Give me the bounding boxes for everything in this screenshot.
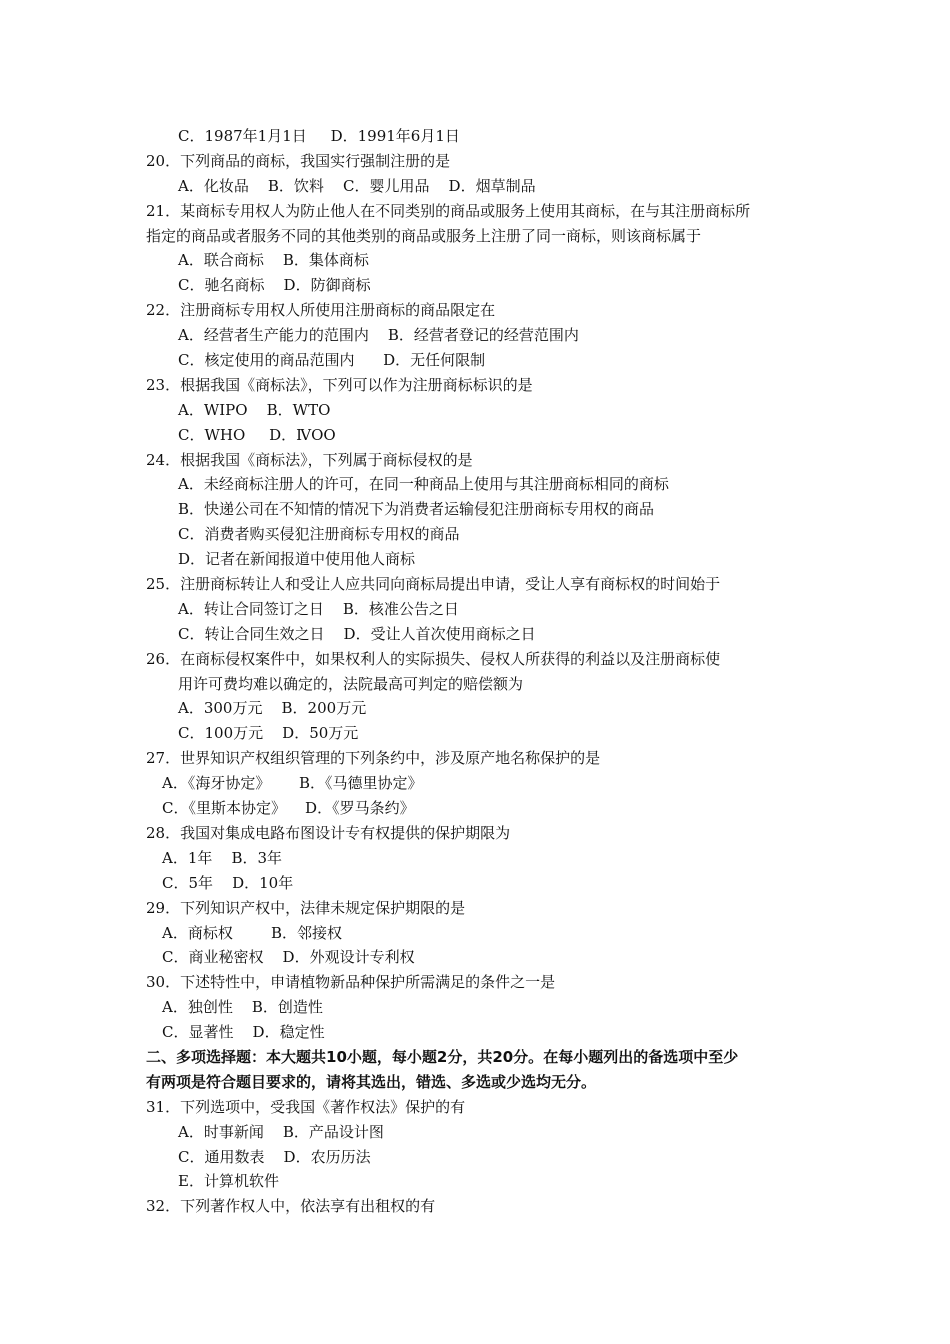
question-line: 26．在商标侵权案件中，如果权利人的实际损失、侵权人所获得的利益以及注册商标使	[146, 649, 721, 668]
question-line: 20．下列商品的商标，我国实行强制注册的是	[146, 151, 451, 170]
option-line: C．通用数表 D．农历历法	[178, 1147, 371, 1166]
option-line: A．未经商标注册人的许可，在同一种商品上使用与其注册商标相同的商标	[178, 475, 669, 494]
option-line: A．时事新闻 B．产品设计图	[178, 1122, 384, 1141]
question-line: 25．注册商标转让人和受让人应共同向商标局提出申请，受让人享有商标权的时间始于	[146, 575, 721, 594]
question-line: 31．下列选项中，受我国《著作权法》保护的有	[146, 1097, 466, 1116]
option-line: A．WIPO B．WTO	[178, 400, 331, 419]
question-line: 指定的商品或者服务不同的其他类别的商品或服务上注册了同一商标，则该商标属于	[146, 226, 702, 245]
option-line: E．计算机软件	[178, 1172, 279, 1191]
question-line: 23．根据我国《商标法》，下列可以作为注册商标标识的是	[146, 375, 533, 394]
option-line: C．转让合同生效之日 D．受让人首次使用商标之日	[178, 624, 536, 643]
question-line: 27．世界知识产权组织管理的下列条约中，涉及原产地名称保护的是	[146, 749, 601, 768]
option-line: C．《里斯本协定》 D．《罗马条约》	[162, 799, 415, 818]
question-line: 24．根据我国《商标法》，下列属于商标侵权的是	[146, 450, 473, 469]
question-continuation: 用许可费均难以确定的，法院最高可判定的赔偿额为	[178, 674, 524, 693]
option-line: A．经营者生产能力的范围内 B．经营者登记的经营范围内	[178, 326, 579, 345]
option-line: C．核定使用的商品范围内 D．无任何限制	[178, 351, 486, 370]
question-line: 28．我国对集成电路布图设计专有权提供的保护期限为	[146, 823, 511, 842]
section-heading: 有两项是符合题目要求的，请将其选出，错选、多选或少选均无分。	[146, 1072, 597, 1091]
option-line: A．300万元 B．200万元	[178, 699, 367, 718]
option-line: C．驰名商标 D．防御商标	[178, 276, 371, 295]
section-heading: 二、多项选择题：本大题共10小题，每小题2分，共20分。在每小题列出的备选项中至少	[146, 1047, 739, 1066]
option-line: A．转让合同签订之日 B．核准公告之日	[178, 599, 459, 618]
option-line: D．记者在新闻报道中使用他人商标	[178, 550, 416, 569]
question-line: 30．下述特性中，申请植物新品种保护所需满足的条件之一是	[146, 973, 556, 992]
option-line: C．WHO D．ⅣOO	[178, 425, 336, 444]
option-line: A．《海牙协定》 B．《马德里协定》	[162, 774, 423, 793]
option-line: A．联合商标 B．集体商标	[178, 251, 369, 270]
question-line: 29．下列知识产权中，法律未规定保护期限的是	[146, 898, 466, 917]
option-line: A．商标权 B．邻接权	[162, 923, 343, 942]
option-line: A．独创性 B．创造性	[162, 998, 323, 1017]
question-line: 22．注册商标专用权人所使用注册商标的商品限定在	[146, 301, 496, 320]
option-line: C．5年 D．10年	[162, 873, 294, 892]
option-line: B．快递公司在不知情的情况下为消费者运输侵犯注册商标专用权的商品	[178, 500, 655, 519]
exam-content	[146, 124, 826, 1219]
option-line: C．显著性 D．稳定性	[162, 1023, 325, 1042]
option-line: C．商业秘密权 D．外观设计专利权	[162, 948, 415, 967]
option-line: A．1年 B．3年	[162, 848, 283, 867]
question-line: 21．某商标专用权人为防止他人在不同类别的商品或服务上使用其商标，在与其注册商标所	[146, 201, 751, 220]
option-line: A．化妆品 B．饮料 C．婴儿用品 D．烟草制品	[178, 176, 536, 195]
option-line: C．100万元 D．50万元	[178, 724, 359, 743]
option-line: C．1987年1月1日 D．1991年6月1日	[178, 127, 460, 145]
question-line: 32．下列著作权人中，依法享有出租权的有	[146, 1197, 436, 1216]
option-line: C．消费者购买侵犯注册商标专用权的商品	[178, 525, 460, 544]
